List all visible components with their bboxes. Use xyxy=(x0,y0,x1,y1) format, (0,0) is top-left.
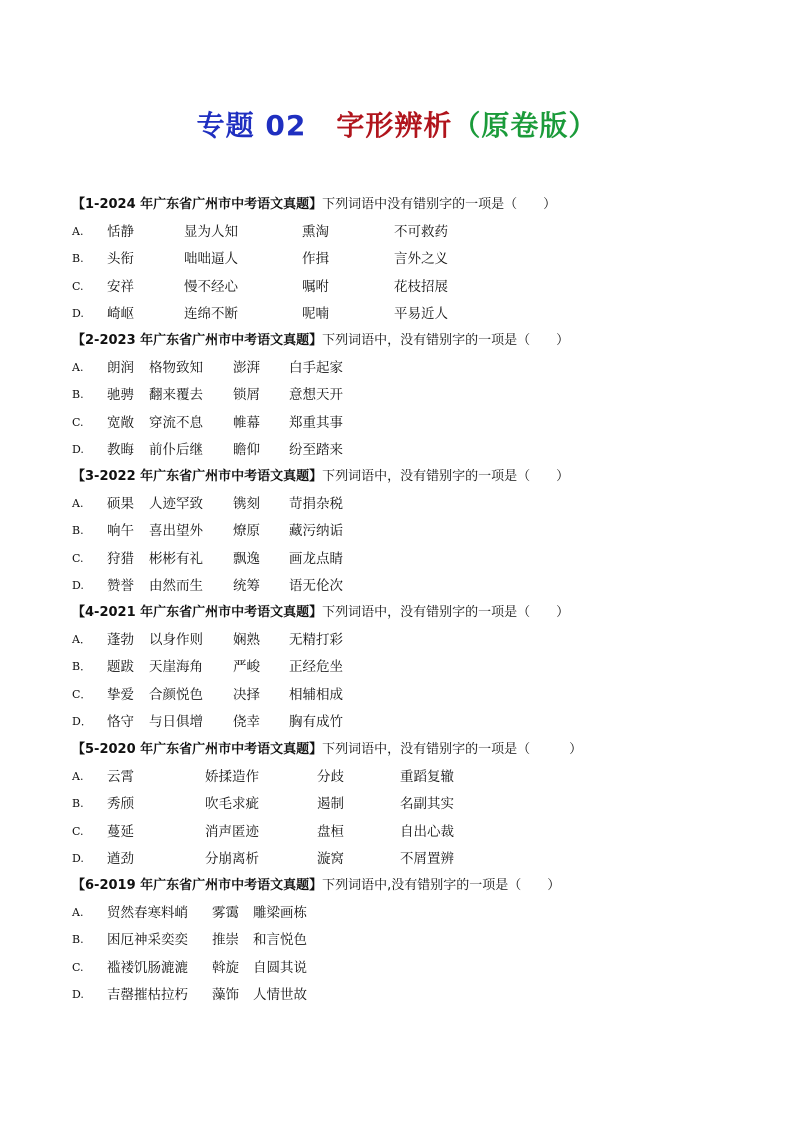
option-word: 郑重其事 xyxy=(289,414,343,431)
option-word: 决择 xyxy=(233,686,260,703)
option-word: 正经危坐 xyxy=(289,659,343,676)
option-word: 赞誉 xyxy=(107,577,134,594)
option-word: 宽敞 xyxy=(107,414,134,431)
option-label: D. xyxy=(72,987,84,1001)
option-word: 和言悦色 xyxy=(253,932,307,949)
option-word: 镌刻 xyxy=(233,496,260,512)
question-header xyxy=(72,197,556,213)
option-word: 严峻 xyxy=(233,659,260,676)
option-word: 格物致知 xyxy=(149,360,203,376)
option-word: 统筹 xyxy=(233,577,260,594)
option-label: B. xyxy=(72,933,84,947)
option-word: 饥肠漉漉 xyxy=(134,959,188,976)
option-word: 雾霭 xyxy=(212,905,239,921)
option-word: 言外之义 xyxy=(394,251,448,268)
option-label: A. xyxy=(72,770,84,783)
option-word: 语无伦次 xyxy=(289,577,343,594)
option-word: 重蹈复辙 xyxy=(400,769,454,785)
option-word: 白手起家 xyxy=(289,360,343,376)
option-word: 嘱咐 xyxy=(302,278,329,295)
question-source-tag: 【1-2024 年广东省广州市中考语文真题】 xyxy=(72,197,323,212)
option-word: 呢喃 xyxy=(302,305,329,322)
option-label: A． xyxy=(72,633,91,646)
question-text: 下列词语中，没有错别字的一项是（ ） xyxy=(322,333,570,348)
option-word: 侥幸 xyxy=(233,713,260,730)
option-word: 云霄 xyxy=(107,769,134,785)
option-word: 苛捐杂税 xyxy=(289,496,343,512)
option-word: 人迹罕致 xyxy=(149,496,203,512)
question-header xyxy=(72,333,569,349)
option-label: A. xyxy=(72,497,84,510)
option-word: 分歧 xyxy=(317,769,344,785)
option-word: 遏制 xyxy=(317,796,344,813)
option-word: 困厄 xyxy=(107,932,134,949)
option-word: 相辅相成 xyxy=(289,686,343,703)
option-word: 摧枯拉朽 xyxy=(134,986,188,1003)
option-label: B. xyxy=(72,524,84,538)
option-word: 锁屑 xyxy=(233,387,260,404)
option-label: C. xyxy=(72,960,84,974)
option-label: D． xyxy=(72,714,92,728)
option-word: 娴熟 xyxy=(233,632,260,648)
option-word: 不屑置辨 xyxy=(400,850,454,867)
option-label: D. xyxy=(72,578,84,592)
option-word: 胸有成竹 xyxy=(289,713,343,730)
title-topic: 专题 02 xyxy=(196,109,307,142)
option-word: 无精打彩 xyxy=(289,632,343,648)
option-word: 硕果 xyxy=(107,496,134,512)
question-header xyxy=(72,742,582,758)
option-word: 显为人知 xyxy=(184,224,238,240)
option-label: A. xyxy=(72,361,84,374)
option-word: 娇揉造作 xyxy=(205,769,259,785)
option-word: 澎湃 xyxy=(233,360,260,376)
option-label: D. xyxy=(72,851,84,865)
option-word: 前仆后继 xyxy=(149,441,203,458)
option-word: 瞻仰 xyxy=(233,441,260,458)
question-source-tag: 【6-2019 年广东省广州市中考语文真题】 xyxy=(72,878,323,893)
option-label: D. xyxy=(72,442,84,456)
question-text: 下列词语中没有错别字的一项是（ ） xyxy=(322,197,557,212)
option-word: 藏污纳诟 xyxy=(289,523,343,540)
option-word: 意想天开 xyxy=(289,387,343,404)
option-word: 天崖海角 xyxy=(149,659,203,676)
option-word: 飘逸 xyxy=(233,550,260,567)
option-word: 作揖 xyxy=(302,251,329,268)
question-text: 下列词语中，没有错别字的一项是（ ） xyxy=(322,605,570,620)
option-word: 恬静 xyxy=(107,224,134,240)
option-word: 盘桓 xyxy=(317,823,344,840)
option-word: 朗润 xyxy=(107,360,134,376)
option-word: 恪守 xyxy=(107,713,134,730)
option-word: 名副其实 xyxy=(400,796,454,813)
option-word: 吉罄 xyxy=(107,986,134,1003)
option-word: 熏淘 xyxy=(302,224,329,240)
option-word: 与日俱增 xyxy=(149,713,203,730)
question-header xyxy=(72,878,560,894)
option-label: B. xyxy=(72,252,84,266)
option-word: 崎岖 xyxy=(107,305,134,322)
option-word: 秀颀 xyxy=(107,796,134,813)
option-word: 贸然 xyxy=(107,905,134,921)
option-word: 推崇 xyxy=(212,932,239,949)
question-source-tag: 【4-2021 年广东省广州市中考语文真题】 xyxy=(72,605,323,620)
option-word: 自圆其说 xyxy=(253,959,307,976)
option-word: 喜出望外 xyxy=(149,523,203,540)
option-label: B. xyxy=(72,797,84,811)
option-label: C. xyxy=(72,279,84,293)
option-word: 蓬勃 xyxy=(107,632,134,648)
option-word: 以身作则 xyxy=(149,632,203,648)
option-word: 响午 xyxy=(107,523,134,540)
question-text: 下列词语中,没有错别字的一项是（ ） xyxy=(322,878,561,893)
option-word: 驰骋 xyxy=(107,387,134,404)
option-word: 神采奕奕 xyxy=(134,932,188,949)
option-word: 教晦 xyxy=(107,441,134,458)
question-text: 下列词语中，没有错别字的一项是（ ） xyxy=(322,469,570,484)
question-source-tag: 【5-2020 年广东省广州市中考语文真题】 xyxy=(72,742,323,757)
option-word: 翻来覆去 xyxy=(149,387,203,404)
option-word: 合颜悦色 xyxy=(149,686,203,703)
option-word: 分崩离析 xyxy=(205,850,259,867)
option-word: 慢不经心 xyxy=(184,278,238,295)
option-word: 平易近人 xyxy=(394,305,448,322)
option-label: C. xyxy=(72,824,84,838)
title-edition: （原卷版） xyxy=(452,109,598,142)
option-label: A. xyxy=(72,906,84,919)
option-label: C. xyxy=(72,415,84,429)
option-word: 吹毛求疵 xyxy=(205,796,259,813)
option-word: 画龙点睛 xyxy=(289,550,343,567)
option-word: 头衔 xyxy=(107,251,134,268)
option-word: 穿流不息 xyxy=(149,414,203,431)
option-word: 自出心裁 xyxy=(400,823,454,840)
option-word: 人情世故 xyxy=(253,986,307,1003)
option-word: 消声匿迹 xyxy=(205,823,259,840)
option-word: 漩窝 xyxy=(317,850,344,867)
option-word: 春寒料峭 xyxy=(134,905,188,921)
option-label: A. xyxy=(72,225,84,238)
question-source-tag: 【3-2022 年广东省广州市中考语文真题】 xyxy=(72,469,323,484)
option-word: 雕梁画栋 xyxy=(253,905,307,921)
option-word: 连绵不断 xyxy=(184,305,238,322)
option-word: 狩猎 xyxy=(107,550,134,567)
option-word: 遒劲 xyxy=(107,850,134,867)
page-title xyxy=(0,104,794,144)
option-word: 由然而生 xyxy=(149,577,203,594)
title-subject: 字形辨析 xyxy=(336,109,453,142)
option-word: 纷至踏来 xyxy=(289,441,343,458)
option-word: 题跋 xyxy=(107,659,134,676)
option-label: D. xyxy=(72,306,84,320)
option-label: C. xyxy=(72,551,84,565)
option-word: 帷幕 xyxy=(233,414,260,431)
option-word: 彬彬有礼 xyxy=(149,550,203,567)
question-header xyxy=(72,469,569,485)
question-source-tag: 【2-2023 年广东省广州市中考语文真题】 xyxy=(72,333,323,348)
option-label: C． xyxy=(72,687,92,701)
question-header xyxy=(72,605,569,621)
option-word: 蔓延 xyxy=(107,823,134,840)
option-word: 燎原 xyxy=(233,523,260,540)
option-word: 安祥 xyxy=(107,278,134,295)
option-word: 褴褛 xyxy=(107,959,134,976)
option-word: 咄咄逼人 xyxy=(184,251,238,268)
option-word: 挚爱 xyxy=(107,686,134,703)
option-word: 藻饰 xyxy=(212,986,239,1003)
option-word: 不可救药 xyxy=(394,224,448,240)
option-word: 斡旋 xyxy=(212,959,239,976)
option-label: B． xyxy=(72,660,92,674)
option-word: 花枝招展 xyxy=(394,278,448,295)
option-label: B. xyxy=(72,388,84,402)
question-text: 下列词语中，没有错别字的一项是（ ） xyxy=(322,742,583,757)
